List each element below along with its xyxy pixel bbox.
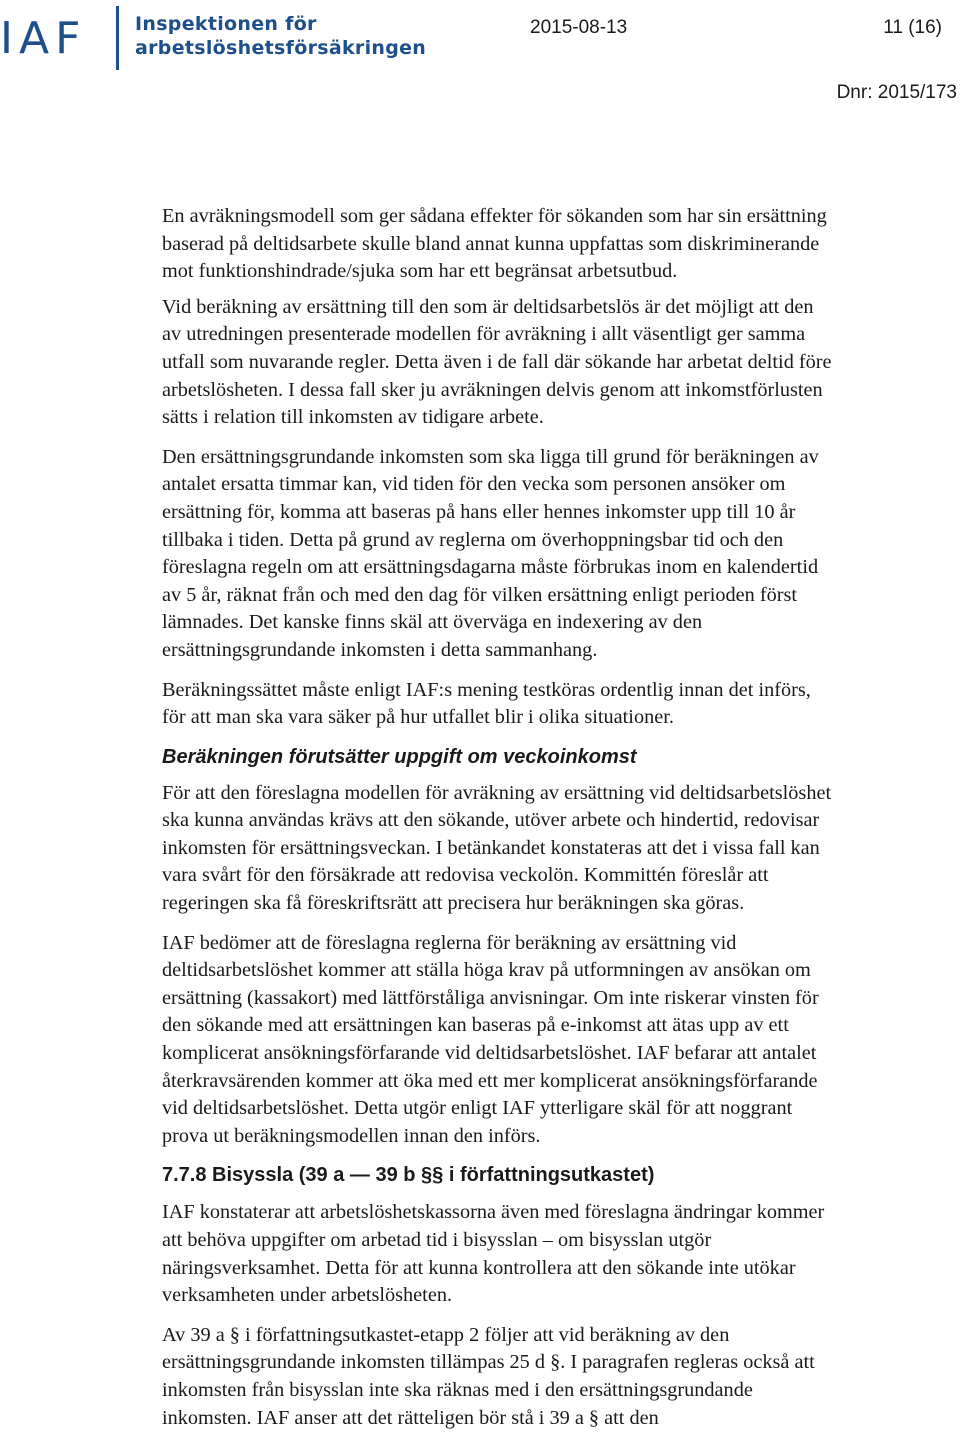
paragraph — [162, 1322, 960, 1432]
text-line: sätts i relation till inkomsten av tidigare arbete. — [162, 406, 544, 429]
text-line: Vid beräkning av ersättning till den som är deltidsarbetslös är det möjligt att den — [162, 295, 814, 318]
text-line: föreslagna regeln om att ersättningsdagarna måste förbrukas inom en kalendertid — [162, 556, 819, 579]
paragraph — [162, 780, 960, 918]
text-line: antalet ersatta timmar kan, vid tiden för den vecka som personen ansöker om — [162, 473, 786, 496]
text-line: att behöva uppgifter om arbetad tid i bisysslan – om bisysslan utgör — [162, 1229, 712, 1251]
text-line: vid deltidsarbetslöshet. Detta utgör enligt IAF ytterligare skäl för att noggrant — [162, 1097, 793, 1120]
text-line: arbetslösheten. I dessa fall sker ju avräkningen delvis genom att inkomstförlusten — [162, 378, 823, 401]
document-date: 2015-08-13 — [530, 17, 628, 38]
text-line: för att man ska vara säker på hur utfallet blir i olika situationer. — [162, 706, 674, 729]
text-line: ska kunna användas krävs att den sökande, utöver arbete och hindertid, redovisar — [162, 809, 820, 832]
paragraph — [162, 444, 960, 665]
text-line: av utredningen presenterade modellen för avräkning i allt väsentligt ger samma — [162, 323, 806, 346]
text-line: Beräkningssättet måste enligt IAF:s mening testköras ordentlig innan det införs, — [162, 678, 811, 701]
text-line: deltidsarbetslöshet kommer att ställa höga krav på utformningen av ansökan om — [162, 959, 811, 982]
text-line: tillbaka i tiden. Detta på grund av reglerna om överhoppningsbar tid och den — [162, 528, 784, 551]
section-heading: 7.7.8 Bisyssla (39 a — 39 b §§ i författningsutkastet) — [162, 1164, 655, 1187]
logo-mark: IAF — [0, 13, 87, 64]
page-number: 11 (16) — [883, 17, 942, 38]
logo-line-1: Inspektionen för — [135, 13, 317, 35]
text-line: lämnades. Det kanske finns skäl att överväga en indexering av den — [162, 611, 703, 634]
text-line: ersättning för, komma att baseras på hans eller hennes inkomster upp till 10 år — [162, 500, 796, 523]
text-line: Av 39 a § i författningsutkastet-etapp 2 följer att vid beräkning av den — [162, 1323, 730, 1346]
text-line: prova ut beräkningsmodellen innan den införs. — [162, 1124, 541, 1147]
text-line: Den ersättningsgrundande inkomsten som ska ligga till grund för beräkningen av — [162, 445, 819, 468]
text-line: verksamheten under arbetslösheten. — [162, 1284, 453, 1307]
text-line: komplicerat ansökningsförfarande vid deltidsarbetslöshet. IAF befarar att antalet — [162, 1042, 817, 1065]
text-line: vara svårt för den försäkrade att redovisa veckolön. Kommittén föreslår att — [162, 864, 769, 887]
paragraph — [162, 930, 960, 1151]
text-line: återkravsärenden kommer att öka med ett mer komplicerat ansökningsförfarande — [162, 1069, 818, 1092]
page-header — [0, 0, 960, 110]
text-line: IAF konstaterar att arbetslöshetskassorna även med föreslagna ändringar kommer — [162, 1201, 825, 1224]
text-line: ersättningsgrundande inkomsten i detta sammanhang. — [162, 638, 598, 661]
iaf-logo — [0, 6, 427, 76]
subheading: Beräkningen förutsätter uppgift om veckoinkomst — [162, 745, 637, 768]
text-line: utfall som nuvarande regler. Detta även i de fall där sökande har arbetat deltid före — [162, 350, 832, 373]
text-line: IAF bedömer att de föreslagna reglerna för beräkning av ersättning vid — [162, 931, 737, 954]
text-line: regeringen ska få föreskriftsrätt att precisera hur beräkningen ska göras. — [162, 892, 745, 915]
text-line: ersättningsgrundande inkomsten tillämpas 25 d §. I paragrafen regleras också att — [162, 1351, 815, 1374]
paragraph — [162, 294, 960, 432]
logo-divider — [116, 6, 119, 70]
text-line: näringsverksamhet. Detta för att kunna kontrollera att den sökande inte utökar — [162, 1256, 796, 1279]
logo-line-2: arbetslöshetsförsäkringen — [135, 37, 427, 59]
paragraph — [162, 203, 960, 286]
text-line: av 5 år, räknat från och med den dag för vilken ersättning enligt perioden först — [162, 583, 798, 606]
text-line: ersättning (kassakort) med lättförståliga anvisningar. Om inte riskerar vinsten för — [162, 986, 819, 1009]
text-line: baserad på deltidsarbete skulle bland annat kunna uppfattas som diskriminerande — [162, 232, 820, 255]
paragraph — [162, 677, 960, 732]
text-line: den sökande med att ersättningen kan baseras på e-inkomst att ätas upp av ett — [162, 1014, 789, 1037]
text-line: mot funktionshindrade/sjuka som har ett begränsat arbetsutbud. — [162, 260, 678, 283]
text-line: inkomsten från bisysslan inte ska räknas med i den ersättningsgrundande — [162, 1378, 753, 1401]
text-line: inkomsten för ersättningsveckan. I betänkandet konstateras att det i vissa fall kan — [162, 836, 820, 859]
logo-text — [135, 12, 426, 60]
text-line: inkomsten. IAF anser att det rätteligen bör stå i 39 a § att den — [162, 1406, 659, 1429]
document-body — [162, 203, 960, 1444]
text-line: För att den föreslagna modellen för avräkning av ersättning vid deltidsarbetslöshet — [162, 781, 832, 804]
document-reference: Dnr: 2015/173 — [836, 82, 957, 103]
paragraph — [162, 1199, 960, 1309]
text-line: En avräkningsmodell som ger sådana effekter för sökanden som har sin ersättning — [162, 205, 827, 227]
